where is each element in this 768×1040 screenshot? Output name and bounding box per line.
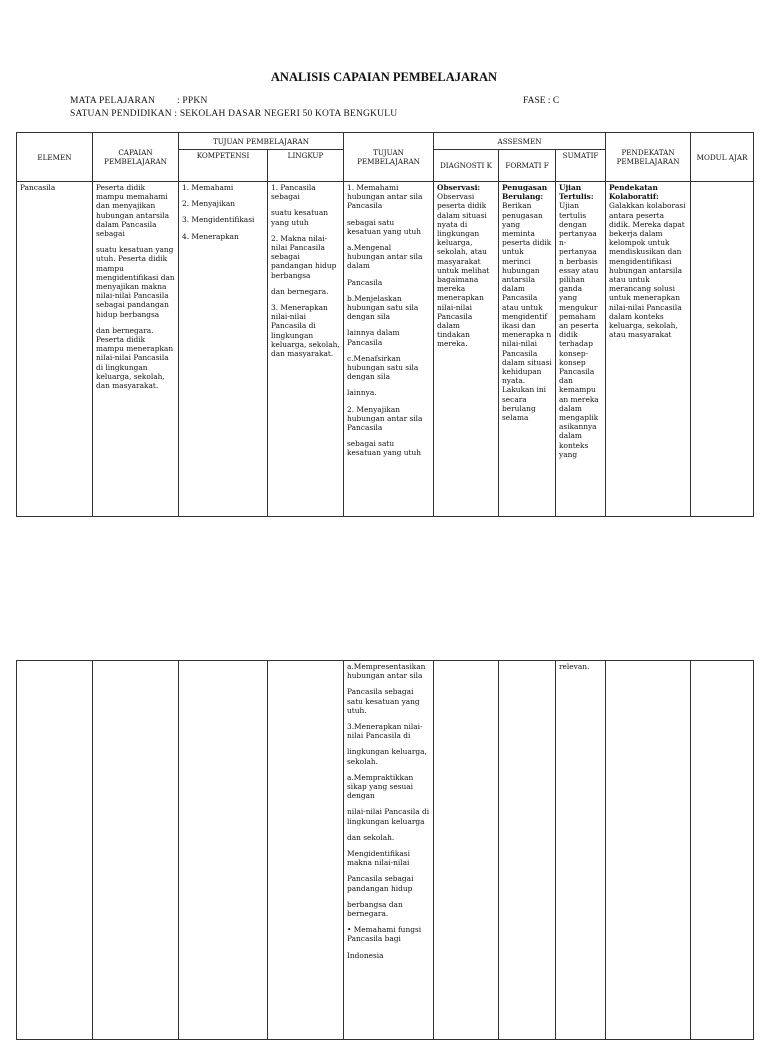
tujuan-item: b.Menjelaskan hubungan satu sila dengan sila <box>347 293 419 322</box>
document-title: ANALISIS CAPAIAN PEMBELAJARAN <box>270 70 498 84</box>
school-line <box>70 109 397 119</box>
col-pendekatan: PENDEKATAN PEMBELAJARAN <box>606 133 691 182</box>
tujuan-item: sebagai satu kesatuan yang utuh <box>347 439 421 458</box>
sumatif-label: Ujian Tertulis: <box>559 183 594 202</box>
cell-formatif <box>499 661 556 1040</box>
col-elemen: ELEMEN <box>17 133 93 182</box>
cell-sumatif <box>556 182 606 517</box>
cell-diagnostik <box>434 182 499 517</box>
col-lingkup: LINGKUP <box>268 150 344 182</box>
cell-pendekatan <box>606 661 691 1040</box>
col-kompetensi: KOMPETENSI <box>179 150 268 182</box>
tujuan-item: lingkungan keluarga, sekolah. <box>347 747 427 766</box>
sumatif-text: Ujian tertulis dengan pertanyaa n-pertanyaa n berbasis essay atau pilihan ganda yang mengukur pemaham an peserta didik terhadap konsep-konsep Pancasila dan kemampu an mereka dalam mengaplik asikannya dalam konteks yang <box>559 201 599 459</box>
analysis-table-continued <box>16 660 754 1040</box>
tujuan-item: a.Mempresentasikan hubungan antar sila <box>347 662 426 681</box>
cell-elemen: Pancasila <box>17 182 93 517</box>
cell-tujuan <box>344 182 434 517</box>
col-sumatif: SUMATIF <box>556 150 606 182</box>
tujuan-item: lainnya. <box>347 388 377 398</box>
cell-modul <box>691 661 754 1040</box>
tujuan-item: Mengidentifikasi makna nilai-nilai <box>347 849 410 868</box>
formatif-label: Penugasan Berulang: <box>502 183 548 202</box>
cell-kompetensi <box>179 182 268 517</box>
lingkup-item: 2. Makna nilai-nilai Pancasila sebagai pandangan hidup berbangsa <box>271 233 337 280</box>
header-row <box>17 133 754 150</box>
cell-tujuan <box>344 661 434 1040</box>
diagnostik-text: Observasi peserta didik dalam situasi nyata di lingkungan keluarga, sekolah, atau masyarakat untuk melihat bagaimana mereka menerapkan nilai-nilai Pancasila dalam tindakan mereka. <box>437 192 490 349</box>
kompetensi-item: 2. Menyajikan <box>182 199 235 209</box>
kompetensi-item: 4. Menerapkan <box>182 231 239 241</box>
cell-pendekatan <box>606 182 691 517</box>
subject-value: : PPKN <box>177 96 208 106</box>
tujuan-item: Indonesia <box>347 950 384 960</box>
analysis-table <box>16 132 754 517</box>
pendekatan-text: Galakkan kolaborasi antara peserta didik. Mereka dapat bekerja dalam kelompok untuk mendiskusikan dan mengidentifikasi hubungan antarsila atau untuk merancang solusi untuk menerapkan nilai-nilai Pancasila dalam konteks keluarga, sekolah, atau masyarakat <box>609 201 686 340</box>
tujuan-item: lainnya dalam Pancasila <box>347 328 400 347</box>
kompetensi-item: 1. Memahami <box>182 183 234 192</box>
capaian-para: Peserta didik mampu memahami dan menyajikan hubungan antarsila dalam Pancasila sebagai <box>96 183 170 239</box>
tujuan-item: 3.Menerapkan nilai-nilai Pancasila di <box>347 722 423 741</box>
tujuan-item: Pancasila sebagai pandangan hidup <box>347 874 414 893</box>
diagnostik-label: Observasi: <box>437 183 481 192</box>
col-modul: MODUL AJAR <box>691 133 754 182</box>
formatif-text: Berikan penugasan yang meminta peserta didik untuk merinci hubungan antarsila dalam Pancasila atau untuk mengidentif ikasi dan menerapka n nilai-nilai Pancasila dalam situasi kehidupan nyata. Lakukan ini secara berulang selama <box>502 201 552 423</box>
tujuan-item: 2. Menyajikan hubungan antar sila Pancasila <box>347 404 423 433</box>
cell-capaian <box>93 182 179 517</box>
cell-sumatif: relevan. <box>556 661 606 1040</box>
cell-elemen <box>17 661 93 1040</box>
col-tujuan-group: TUJUAN PEMBELAJARAN <box>179 133 344 150</box>
kompetensi-item: 3. Mengidentifikasi <box>182 215 255 225</box>
table-row <box>17 182 754 517</box>
tujuan-item: 1. Memahami hubungan antar sila Pancasila <box>347 183 423 211</box>
lingkup-item: dan bernegara. <box>271 286 329 296</box>
cell-capaian <box>93 661 179 1040</box>
table-row <box>17 661 754 1040</box>
cell-diagnostik <box>434 661 499 1040</box>
col-diagnostik: DIAGNOSTI K <box>434 150 499 182</box>
phase-label: FASE : C <box>523 96 560 106</box>
tujuan-item: Pancasila <box>347 277 383 287</box>
col-tujuan: TUJUAN PEMBELAJARAN <box>344 133 434 182</box>
tujuan-item: a.Mempraktikkan sikap yang sesuai dengan <box>347 772 414 801</box>
tujuan-item: Pancasila sebagai satu kesatuan yang utuh. <box>347 687 420 715</box>
tujuan-item: sebagai satu kesatuan yang utuh <box>347 217 421 236</box>
col-capaian: CAPAIAN PEMBELAJARAN <box>93 133 179 182</box>
cell-lingkup <box>268 661 344 1040</box>
cell-modul <box>691 182 754 517</box>
pendekatan-label: Pendekatan Kolaboratif: <box>609 183 659 202</box>
cell-formatif <box>499 182 556 517</box>
col-formatif: FORMATI F <box>499 150 556 182</box>
tujuan-item: a.Mengenal hubungan antar sila dalam <box>347 243 423 271</box>
lingkup-item: 3. Menerapkan nilai-nilai Pancasila di lingkungan keluarga, sekolah, dan masyarakat. <box>271 303 340 359</box>
tujuan-item: berbangsa dan bernegara. <box>347 899 403 919</box>
tujuan-item: c.Menafsirkan hubungan satu sila dengan sila <box>347 353 419 382</box>
school-label: SATUAN PENDIDIKAN <box>70 109 172 119</box>
tujuan-item: nilai-nilai Pancasila di lingkungan keluarga <box>347 807 430 826</box>
cell-kompetensi <box>179 661 268 1040</box>
capaian-para: suatu kesatuan yang utuh. Peserta didik mampu mengidentifikasi dan menyajikan makna nilai-nilai Pancasila sebagai pandangan hidup berbangsa <box>96 245 175 319</box>
tujuan-item: • Memahami fungsi Pancasila bagi <box>347 925 422 944</box>
capaian-para: dan bernegara. Peserta didik mampu menerapkan nilai-nilai Pancasila di lingkungan keluarga, sekolah, dan masyarakat. <box>96 325 174 391</box>
col-assesmen: ASSESMEN <box>434 133 606 150</box>
tujuan-item: dan sekolah. <box>347 832 395 842</box>
lingkup-item: suatu kesatuan yang utuh <box>271 208 328 227</box>
lingkup-item: 1. Pancasila sebagai <box>271 183 316 202</box>
subject-line <box>70 96 208 106</box>
subject-label: MATA PELAJARAN <box>70 96 156 106</box>
cell-lingkup <box>268 182 344 517</box>
school-value: : SEKOLAH DASAR NEGERI 50 KOTA BENGKULU <box>174 109 398 119</box>
